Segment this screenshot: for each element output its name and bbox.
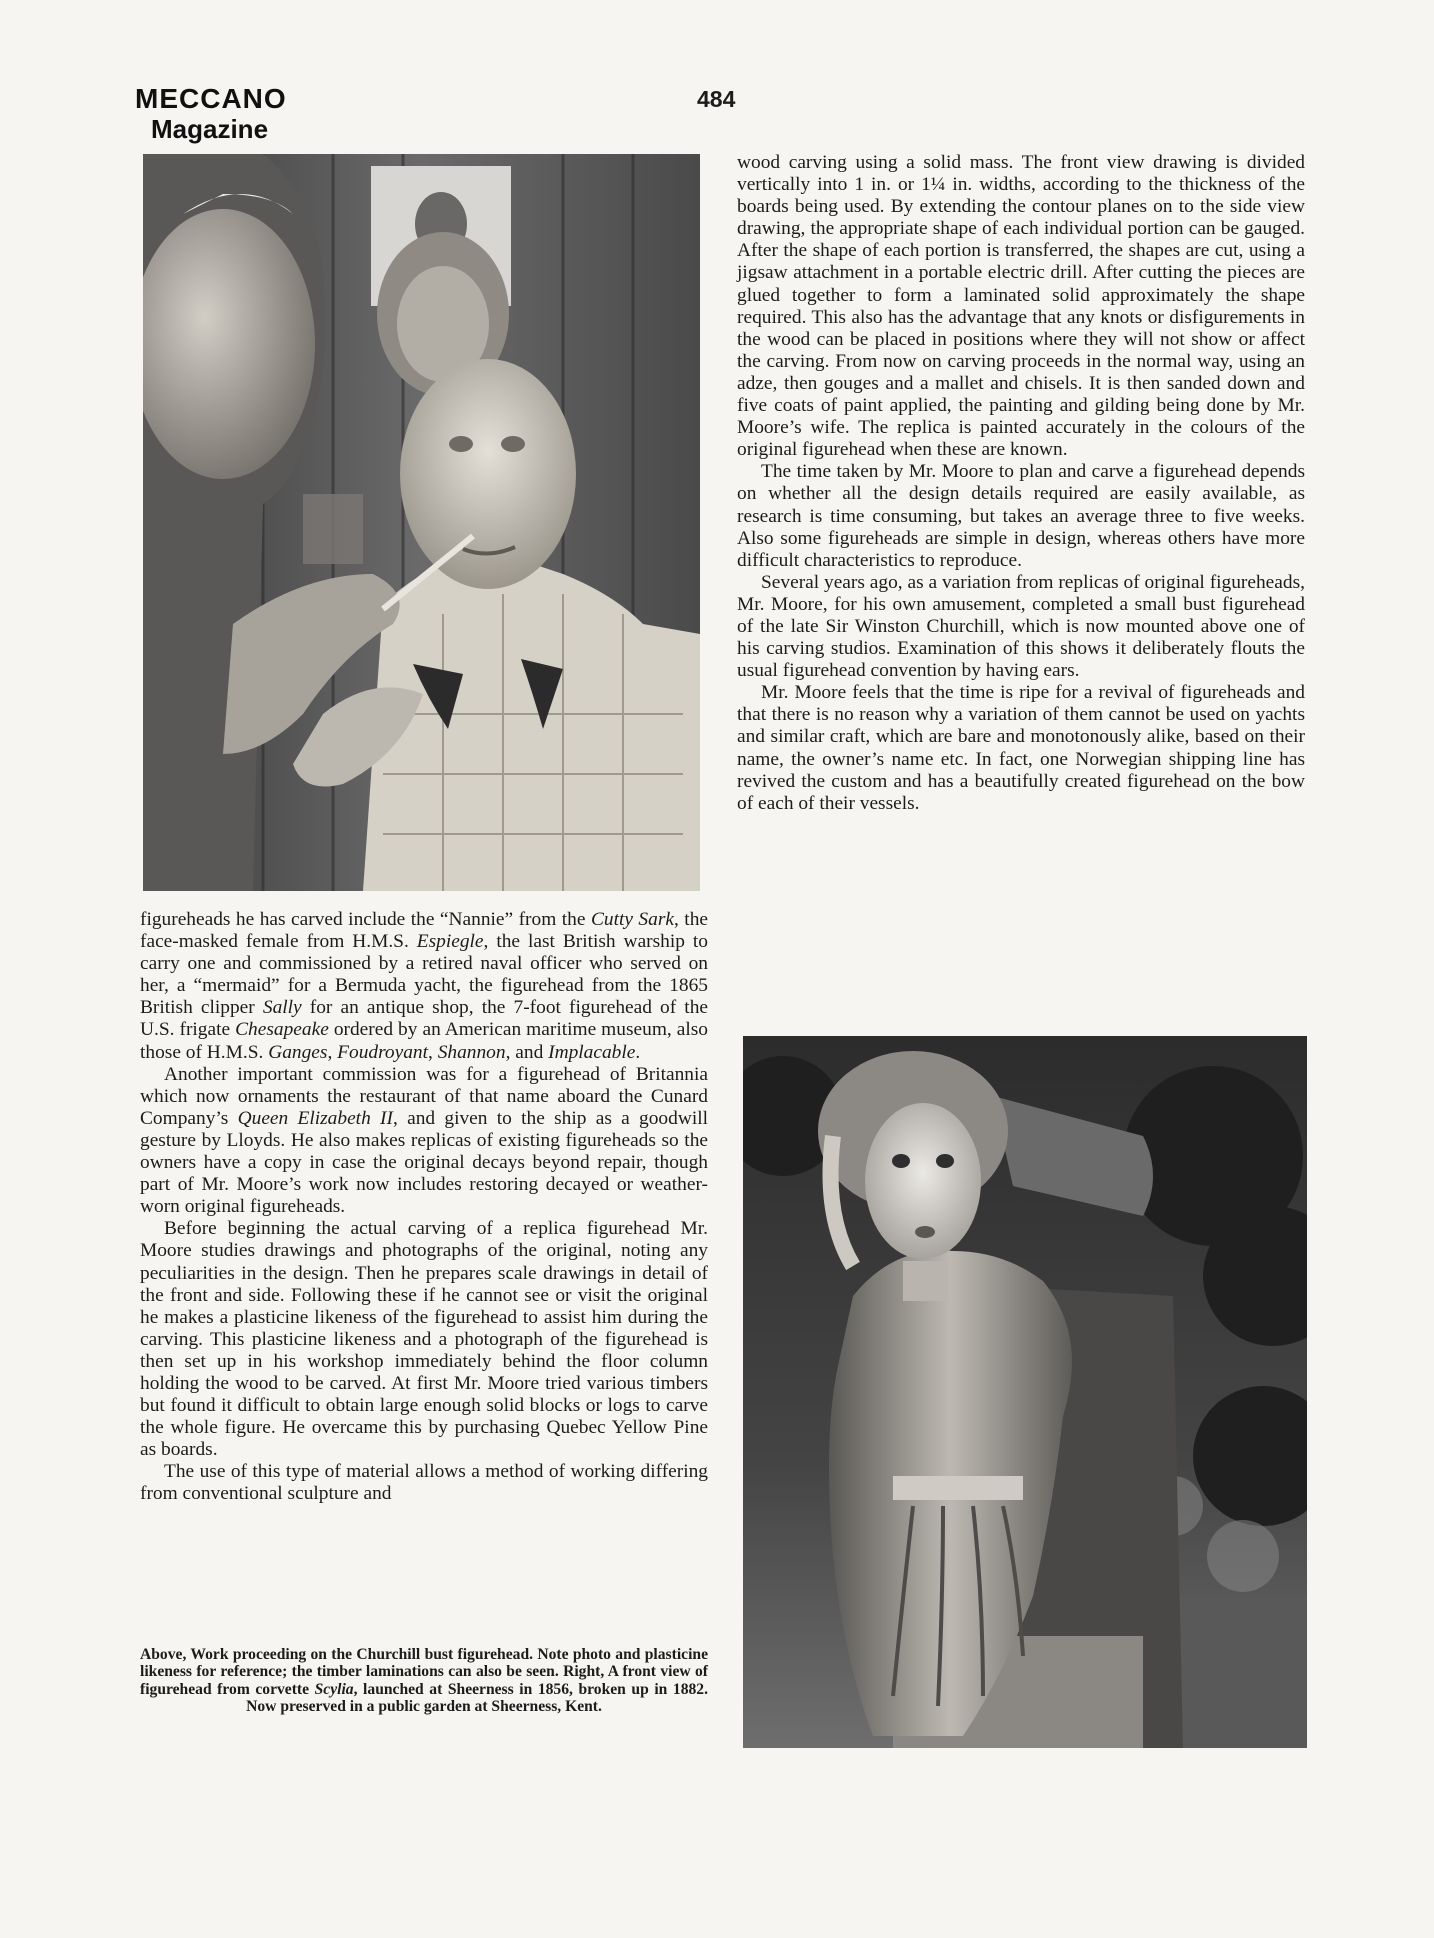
paragraph-revival: Mr. Moore feels that the time is ripe for a revival of figureheads and that there is no reason why a variation of them cannot be used on yachts and similar craft, which are bare and monotonously alike, based on their name, the owner’s name etc. In fact, one Norwegian shipping line has revived the custom and has a beautifully created figurehead on the bow of each of their vessels.	[737, 682, 1305, 814]
photo-caption: Above, Work proceeding on the Churchill bust figurehead. Note photo and plasticine likeness for reference; the timber laminations can also be seen. Right, A front view of figurehead from corvette Scylia, launched at Sheerness in 1856, broken up in 1882. Now preserved in a public garden at Sheerness, Kent.	[140, 1646, 708, 1716]
paragraph-churchill-bust: Several years ago, as a variation from replicas of original figureheads, Mr. Moore, for his own amusement, completed a small bust figurehead of the late Sir Winston Churchill, which is now mounted above one of his carving studios. Examination of this shows it deliberately flouts the usual figurehead convention by having ears.	[737, 571, 1305, 682]
paragraph-carving-preparation: Before beginning the actual carving of a replica figurehead Mr. Moore studies drawings and photographs of the original, noting any peculiarities in the design. Then he prepares scale drawings in detail of the front and side. Following these if he cannot see or visit the original he makes a plasticine likeness of the figurehead to assist him during the carving. This plasticine likeness and a photograph of the figurehead is then set up in his workshop immediately behind the floor column holding the wood to be carved. At first Mr. Moore tried various timbers but found it difficult to obtain large enough solid blocks or logs to carve the whole figure. He overcame this by purchasing Quebec Yellow Pine as boards.	[140, 1218, 708, 1461]
paragraph-time-taken: The time taken by Mr. Moore to plan and carve a figurehead depends on whether all the design details required are easily available, as research is time consuming, but takes an average three to five weeks. Also some figureheads are simple in design, whereas others have more difficult characteristics to reproduce.	[737, 461, 1305, 571]
page-number: 484	[697, 86, 736, 112]
right-column	[737, 152, 1305, 815]
carving-photo	[143, 154, 700, 891]
carving-photo-image	[143, 154, 700, 891]
paragraph-material-method: The use of this type of material allows a method of working differing from conventional sculpture and	[140, 1461, 708, 1505]
masthead-subtitle: Magazine	[151, 114, 269, 144]
paragraph-britannia-commission: Another important commission was for a figurehead of Britannia which now ornaments the restaurant of that name aboard the Cunard Company’s Queen Elizabeth II, and given to the ship as a goodwill gesture by Lloyds. He also makes replicas of existing figureheads so the owners have a copy in case the original decays beyond repair, though part of Mr. Moore’s work now includes restoring decayed or weather-worn original figureheads.	[140, 1063, 708, 1218]
figurehead-photo	[743, 1036, 1307, 1748]
paragraph-figureheads-list: figureheads he has carved include the “Nannie” from the Cutty Sark, the face-masked female from H.M.S. Espiegle, the last British warship to carry one and commissioned by a retired naval officer who served on her, a “mermaid” for a Bermuda yacht, the figurehead from the 1865 British clipper Sally for an antique shop, the 7-foot figurehead of the U.S. frigate Chesapeake ordered by an American maritime museum, also those of H.M.S. Ganges, Foudroyant, Shannon, and Implacable.	[140, 909, 709, 1063]
paragraph-lamination-process: wood carving using a solid mass. The front view drawing is divided vertically into 1 in. or 1¼ in. widths, according to the thickness of the boards being used. By extending the contour planes on to the side view drawing, the appropriate shape of each individual portion can be gauged. After the shape of each portion is transferred, the shapes are cut, using a jigsaw attachment in a portable electric drill. After cutting the pieces are glued together to form a laminated solid approximately the shape required. This also has the advantage that any knots or disfigurements in the wood can be placed in positions where they will not show or affect the carving. From now on carving proceeds in the normal way, using an adze, then gouges and a mallet and chisels. It is then sanded down and five coats of paint applied, the painting and gilding being done by Mr. Moore’s wife. The replica is painted accurately in the colours of the original figurehead when these are known.	[737, 152, 1305, 461]
figurehead-photo-image	[743, 1036, 1307, 1748]
left-column	[140, 909, 708, 1506]
masthead-title: MECCANO	[135, 83, 287, 114]
masthead	[135, 84, 287, 144]
